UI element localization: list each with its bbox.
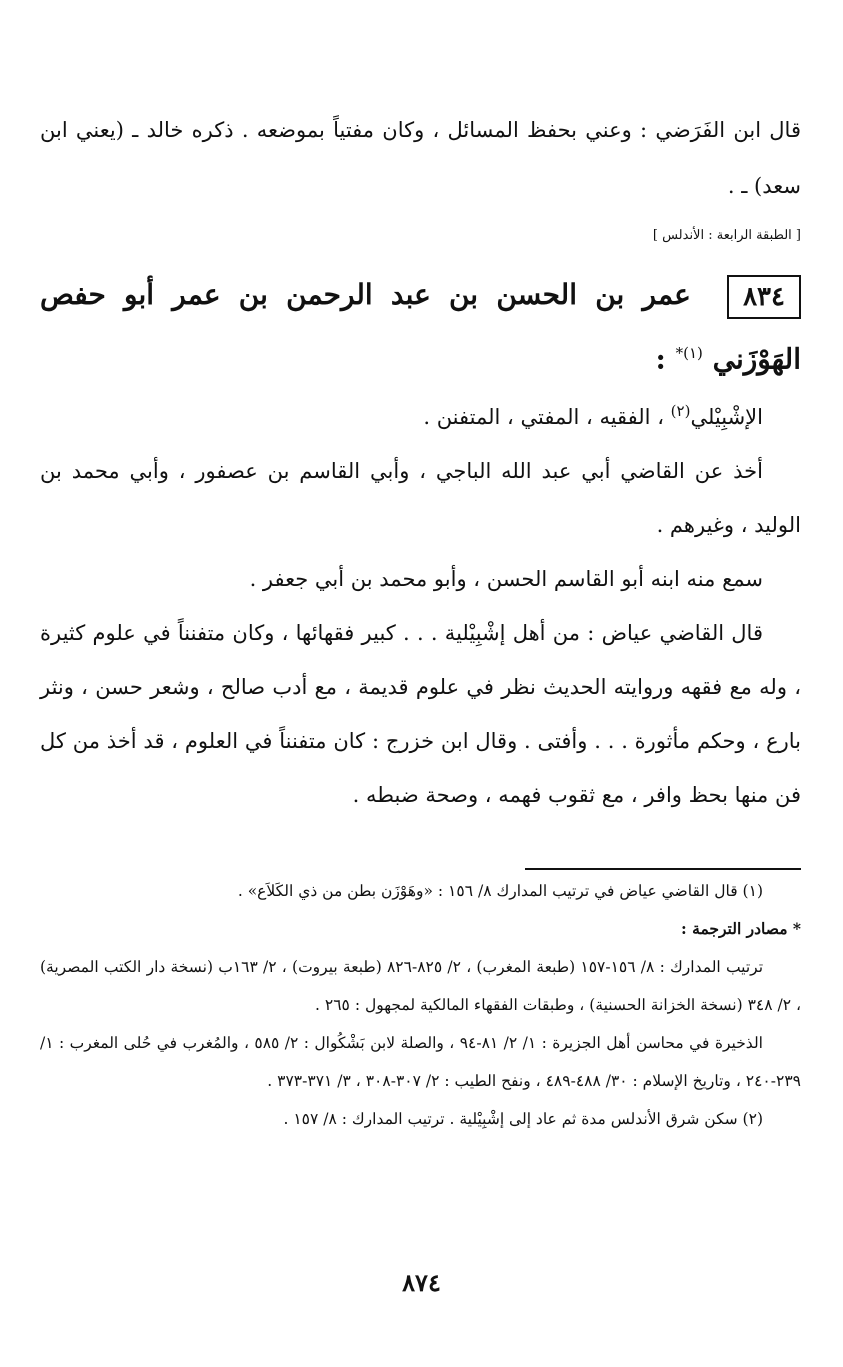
nisba: الإشْبِيْلي bbox=[690, 405, 763, 429]
intro-text: قال ابن الفَرَضي : وعني بحفظ المسائل ، وكان مفتياً بموضعه . ذكره خالد ـ (يعني ابن سعد) ـ . bbox=[40, 118, 801, 198]
intro-paragraph bbox=[40, 102, 801, 214]
body-paragraph-1 bbox=[40, 384, 801, 444]
section-tag: [ الطبقة الرابعة : الأندلس ] bbox=[652, 228, 801, 243]
body-paragraph-3: سمع منه ابنه أبو القاسم الحسن ، وأبو محمد بن أبي جعفر . bbox=[249, 567, 763, 591]
sources-title: * مصادر الترجمة : bbox=[681, 919, 801, 938]
entry-number: ٨٣٤ bbox=[727, 275, 801, 319]
sources-paragraph-2: الذخيرة في محاسن أهل الجزيرة : ١/ ٢/ ٨١-٩٤ ، والصلة لابن بَشْكُوال : ٢/ ٥٨٥ ، والمُغرب في حُلى المغرب : ١/ ٢٣٩-٢٤٠ ، وتاريخ الإسلام : ٣٠/ ٤٨٨-٤٨٩ ، ونفح الطيب : ٢/ ٣٠٧-٣٠٨ ، ٣/ ٣٧١-٣٧٣ . bbox=[40, 1034, 801, 1090]
entry-name: عمر بن الحسن بن عبد الرحمن بن عمر أبو حفص الهَوْزَني bbox=[40, 278, 801, 376]
footnotes bbox=[40, 872, 801, 1138]
footnote-2: (٢) سكن شرق الأندلس مدة ثم عاد إلى إشْبِيْلية . ترتيب المدارك : ٨/ ١٥٧ . bbox=[283, 1110, 763, 1128]
body-paragraph-2: أخذ عن القاضي أبي عبد الله الباجي ، وأبي القاسم بن عصفور ، وأبي محمد بن الوليد ، وغيرهم . bbox=[40, 459, 801, 537]
descriptors: ، الفقيه ، المفتي ، المتفنن . bbox=[423, 405, 664, 429]
footnote-1: (١) قال القاضي عياض في ترتيب المدارك ٨/ ١٥٦ : «وهَوْزَن بطن من ذي الكَلاَع» . bbox=[237, 882, 763, 900]
body-paragraph-4: قال القاضي عياض : من أهل إشْبِيْلية . . . كبير فقهائها ، وكان متفنناً في علوم كثيرة ، وله مع فقهه وروايته الحديث نظر في علوم قديمة ، مع أدب صالح ، وشعر حسن ، ونثر بارع ، وحكم مأثورة . . . وأفتى . وقال ابن خزرج : كان متفنناً في العلوم ، قد أخذ من كل فن منها بحظ وافر ، مع ثقوب فهمه ، وصحة ضبطه . bbox=[40, 621, 801, 807]
entry-heading bbox=[40, 266, 801, 388]
entry-body bbox=[40, 384, 801, 822]
entry-footnote-ref: (١)* bbox=[675, 344, 703, 362]
entry-name-tail: : bbox=[655, 342, 666, 376]
page-number: ٨٧٤ bbox=[402, 1268, 441, 1297]
footnote-separator bbox=[525, 868, 801, 870]
nisba-footnote-ref: (٢) bbox=[670, 402, 691, 420]
sources-paragraph-1: ترتيب المدارك : ٨/ ١٥٦-١٥٧ (طبعة المغرب) ، ٢/ ٨٢٥-٨٢٦ (طبعة بيروت) ، ٢/ ١٦٣ب (نسخة دار الكتب المصرية) ، ٢/ ٣٤٨ (نسخة الخزانة الحسنية) ، وطبقات الفقهاء المالكية لمجهول : ٢٦٥ . bbox=[40, 958, 801, 1014]
